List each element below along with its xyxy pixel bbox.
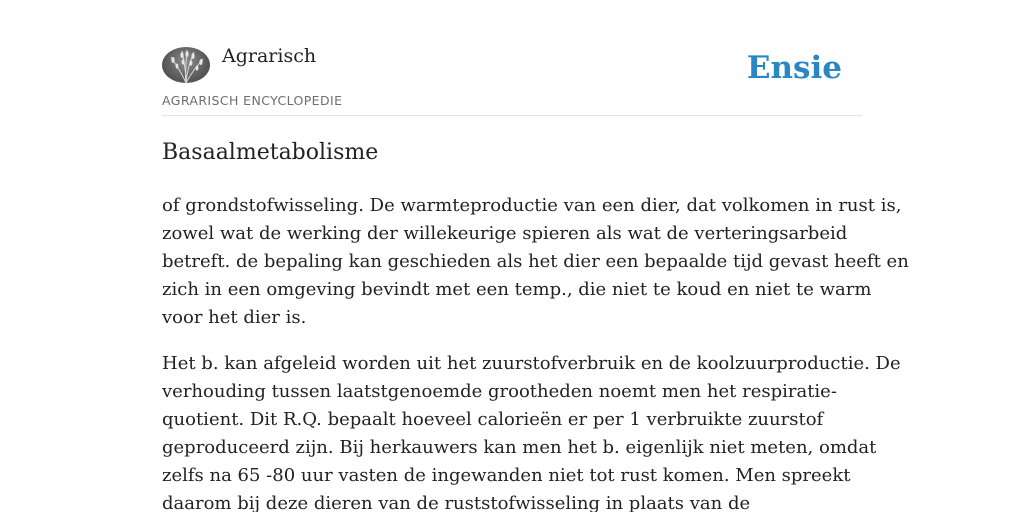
text-line: Het b. kan afgeleid worden uit het zuurstofverbruik en de koolzuurproductie. De	[162, 353, 901, 374]
header	[162, 0, 862, 116]
paragraph	[162, 350, 901, 512]
text-line: zelfs na 65 -80 uur vasten de ingewanden niet tot rust komen. Men spreekt	[162, 465, 851, 486]
source-name[interactable]: Agrarisch	[222, 45, 317, 67]
text-line: zowel wat de werking der willekeurige spieren als wat de verteringsarbeid	[162, 223, 848, 244]
text-line: verhouding tussen laatstgenoemde grootheden noemt men het respiratie-	[162, 381, 837, 402]
article-title: Basaalmetabolisme	[162, 140, 379, 165]
wheat-icon[interactable]	[162, 47, 210, 83]
text-line: betreft. de bepaling kan geschieden als het dier een bepaalde tijd gevast heeft en	[162, 251, 909, 272]
text-line: voor het dier is.	[162, 307, 307, 328]
article-body	[162, 192, 909, 512]
source-subtitle: AGRARISCH ENCYCLOPEDIE	[162, 93, 343, 108]
text-line: quotient. Dit R.Q. bepaalt hoeveel calorieën er per 1 verbruikte zuurstof	[162, 409, 824, 430]
text-line: zich in een omgeving bevindt met een temp., die niet te koud en niet te warm	[162, 279, 872, 300]
text-line: daarom bij deze dieren van de ruststofwisseling in plaats van de	[162, 493, 751, 512]
brand-logo[interactable]: Ensie	[746, 50, 842, 86]
text-line: geproduceerd zijn. Bij herkauwers kan men het b. eigenlijk niet meten, omdat	[162, 437, 877, 458]
text-line: of grondstofwisseling. De warmteproductie van een dier, dat volkomen in rust is,	[162, 195, 902, 216]
paragraph	[162, 192, 909, 332]
